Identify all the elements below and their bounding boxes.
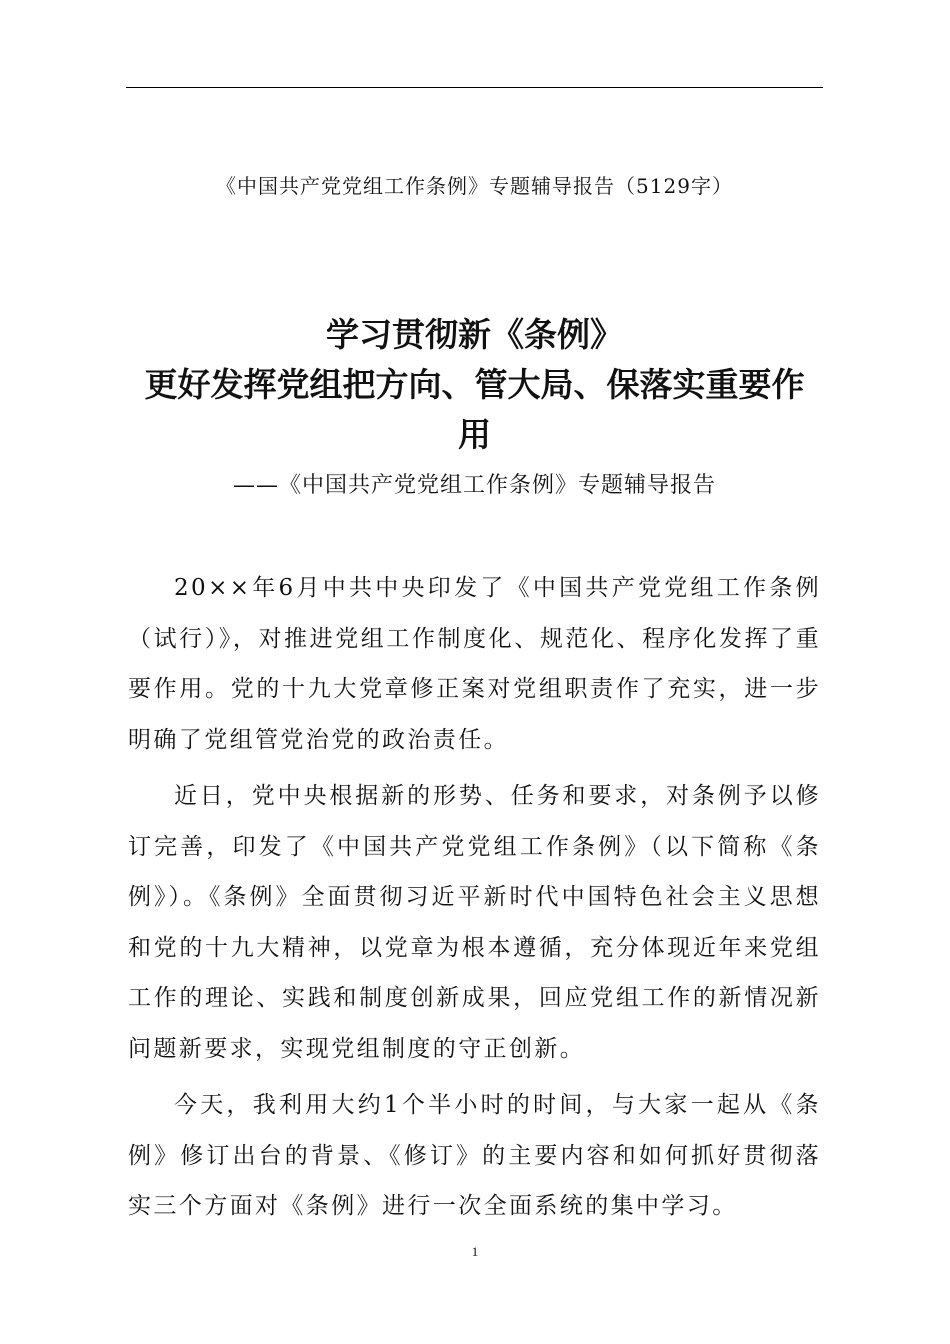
paragraph: 近日，党中央根据新的形势、任务和要求，对条例予以修订完善，印发了《中国共产党党组工作条例》（以下简称《条例》）。《条例》全面贯彻习近平新时代中国特色社会主义思想和党的十九大精神，以党章为根本遵循，充分体现近年来党组工作的理论、实践和制度创新成果，回应党组工作的新情况新问题新要求，实现党组制度的守正创新。 bbox=[128, 783, 821, 1062]
report-subheading: ——《中国共产党党组工作条例》专题辅导报告 bbox=[232, 473, 716, 498]
heading-line: 更好发挥党组把方向、管大局、保落实重要作 bbox=[144, 365, 805, 404]
body-text bbox=[128, 563, 821, 1238]
report-heading bbox=[126, 310, 823, 460]
paragraph: 今天，我利用大约1个半小时的时间，与大家一起从《条例》修订出台的背景、《修订》的主要内容和如何抓好贯彻落实三个方面对《条例》进行一次全面系统的集中学习。 bbox=[128, 1092, 821, 1219]
paragraph: 20××年6月中共中央印发了《中国共产党党组工作条例（试行）》，对推进党组工作制度化、规范化、程序化发挥了重要作用。党的十九大党章修正案对党组职责作了充实，进一步明确了党组管党治党的政治责任。 bbox=[128, 575, 821, 753]
document-title: 《中国共产党党组工作条例》专题辅导报告（5129字） bbox=[216, 174, 733, 198]
heading-line: 用 bbox=[458, 415, 491, 454]
header-rule bbox=[126, 87, 823, 88]
heading-line: 学习贯彻新《条例》 bbox=[326, 315, 623, 354]
page-number: 1 bbox=[471, 1244, 479, 1259]
